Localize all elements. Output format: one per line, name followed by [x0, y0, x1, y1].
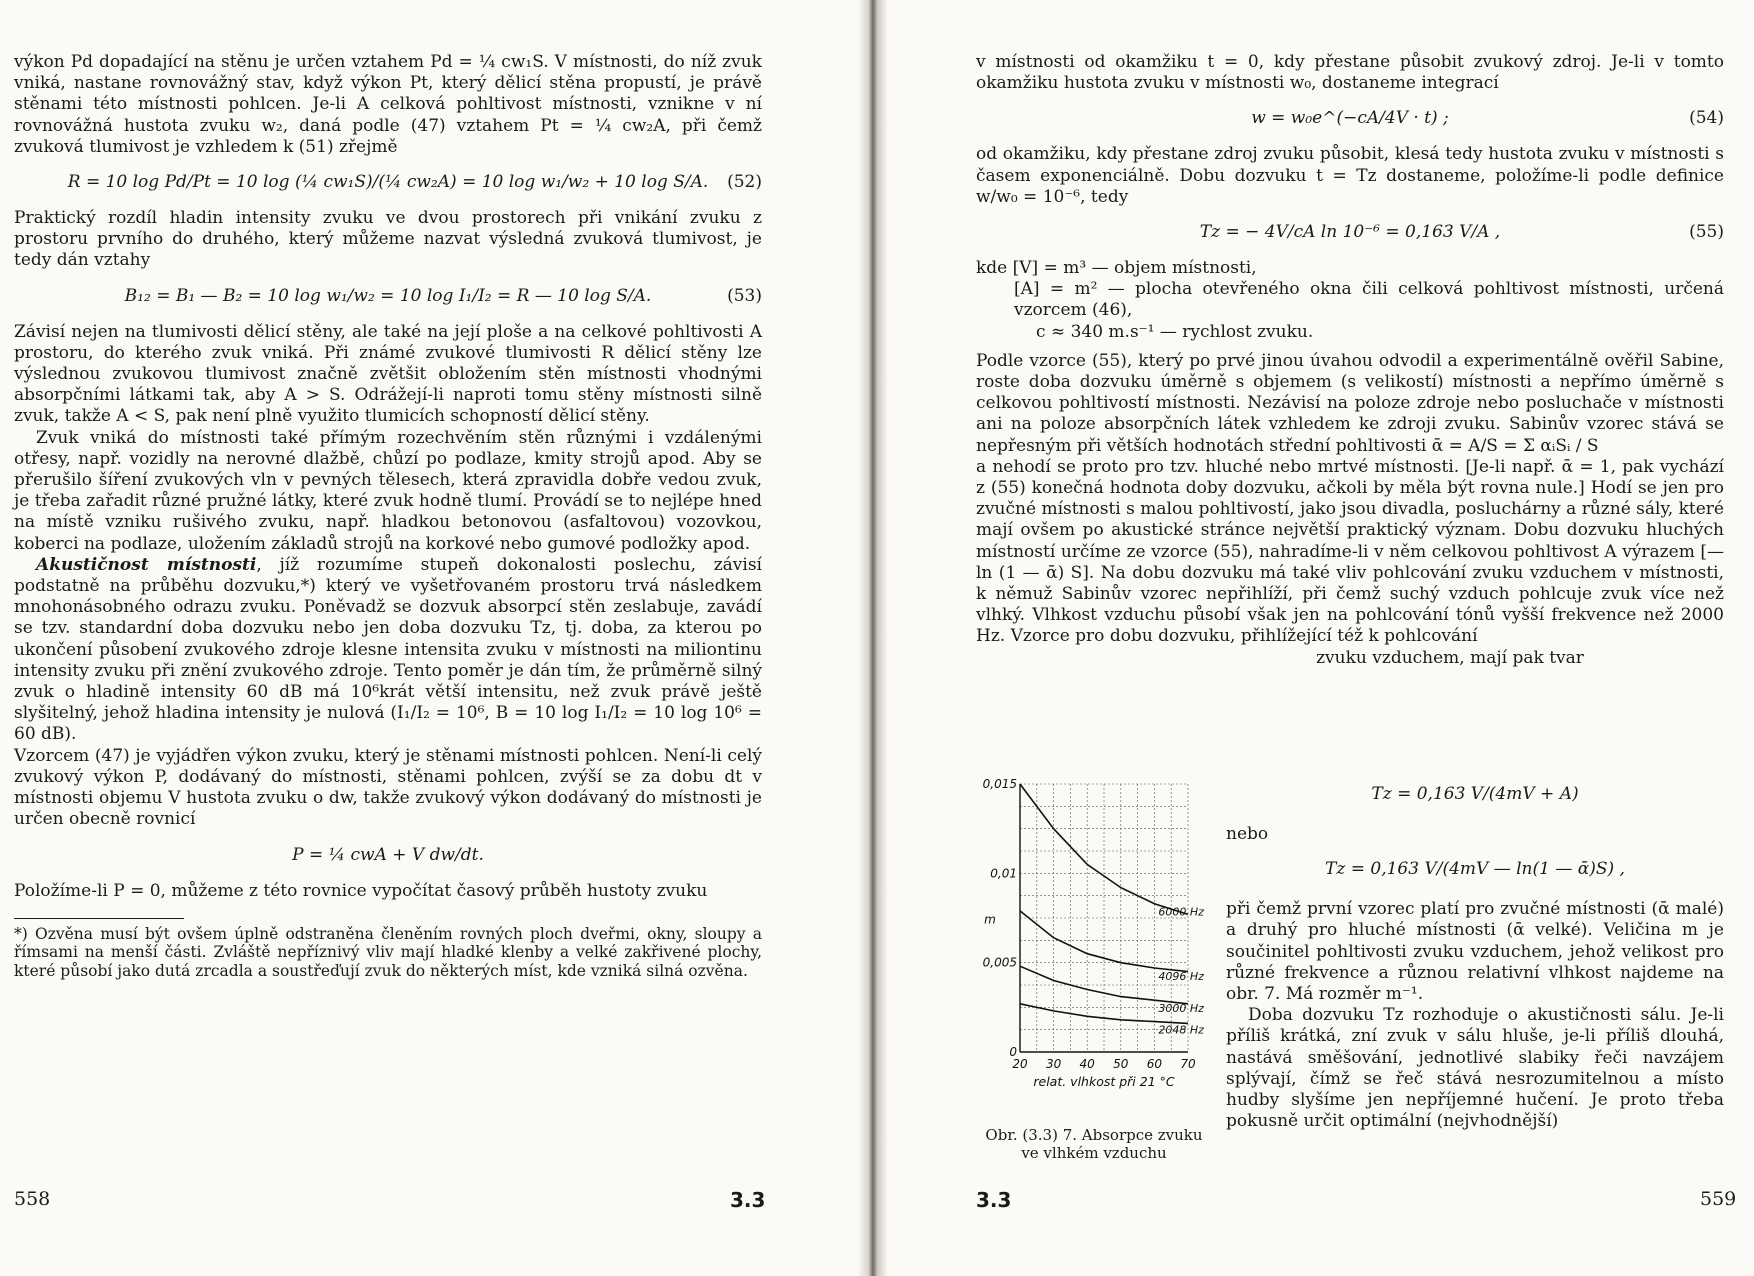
- y-tick-label: 0,015: [982, 777, 1017, 791]
- x-tick-label: 40: [1079, 1057, 1095, 1071]
- book-gutter: [858, 0, 888, 1276]
- where-speed: c ≈ 340 m.s⁻¹ — rychlost zvuku.: [1036, 321, 1314, 342]
- x-tick-label: 30: [1045, 1057, 1062, 1071]
- paragraph-decides: Doba dozvuku Tz rozhoduje o akustičnosti sálu. Je-li příliš krátká, zní zvuk v sálu hluše, je-li příliš dlouhá, nastává směšování, jednotlivé slabiky řeči navzájem splývají, čímž se řeč stává nesrozumitelnou a místo hudby slyšíme jen nepříjemné hučení. Je proto třeba pokusně určit optimální (nejvhodnější): [1226, 1005, 1724, 1132]
- paragraph-dead-rooms: a nehodí se proto pro tzv. hluché nebo mrtvé místnosti. [Je-li např. ᾱ = 1, pak vychází z (55) konečná hodnota doby dozvuku, ačkoli by měla být rovna nule.] Hodí se jen pro zvučné místnosti s malou pohltivostí, jako jsou divadla, posluchárny a různé sály, které mají ovšem po akustické stránce největší praktický význam. Dobu dozvuku hluchých místností určíme ze vzorce (55), nahradíme-li v něm celkovou pohltivost A výrazem [—ln (1 — ᾱ) S]. Na dobu dozvuku má také vliv pohlcování zvuku vzduchem v místnosti, k němuž Sabinův vzorec nepřihlíží, při čemž suchý vzduch pohlcuje zvuk více než vlhký. Vlhkost vzduchu působí však jen na pohlcování tónů vyšší frekvence než 2000 Hz. Vzorce pro dobu dozvuku, přihlížející též k pohlcování: [976, 456, 1724, 647]
- x-tick-label: 20: [1012, 1057, 1028, 1071]
- right-text-column: [976, 52, 1724, 669]
- word-nebo: nebo: [1226, 824, 1269, 844]
- equation-air-2-text: Tz = 0,163 V/(4mV — ln(1 — ᾱ)S) ,: [1325, 859, 1625, 880]
- where-area: [A] = m² — plocha otevřeného okna čili celková pohltivost místnosti, určená vzorcem (46),: [1014, 279, 1724, 321]
- right-text-beside-figure: [1226, 770, 1724, 1132]
- paragraph-zero: Položíme-li P = 0, můžeme z této rovnice vypočítat časový průběh hustoty zvuku: [14, 880, 708, 901]
- equation-53: [14, 272, 762, 322]
- figure-caption-line-1: Obr. (3.3) 7. Absorpce zvuku: [985, 1126, 1203, 1144]
- figure-caption: [976, 1126, 1212, 1162]
- equation-52-text: R = 10 log Pd/Pt = 10 log (¼ cw₁S)/(¼ cw₂A) = 10 log w₁/w₂ + 10 log S/A.: [67, 172, 709, 193]
- y-axis-label: m: [984, 912, 996, 927]
- absorption-chart: [976, 770, 1212, 1120]
- where-volume: kde [V] = m³ — objem místnosti,: [976, 258, 1257, 279]
- term-acoustics: Akustičnost místnosti: [36, 554, 257, 575]
- figure-absorption: [976, 770, 1212, 1170]
- equation-general: [14, 831, 762, 881]
- paragraph-moment: v místnosti od okamžiku t = 0, kdy přestane působit zvukový zdroj. Je-li v tomto okamžiku hustota zvuku v místnosti w₀, dostaneme integrací: [976, 52, 1724, 94]
- page-number-right: 559: [1700, 1188, 1737, 1210]
- series-label-3: 2048 Hz: [1158, 1023, 1204, 1037]
- equation-53-number: (53): [727, 285, 762, 306]
- equation-55: [976, 208, 1724, 258]
- paragraph-dead-rooms-end: zvuku vzduchem, mají pak tvar: [1316, 647, 1584, 668]
- series-label-2: 3000 Hz: [1158, 1002, 1204, 1016]
- series-label-0: 6000 Hz: [1158, 905, 1204, 919]
- x-tick-label: 60: [1146, 1057, 1163, 1071]
- paragraph-sabine: Podle vzorce (55), který po prvé jinou úvahou odvodil a experimentálně ověřil Sabine, roste doba dozvuku úměrně s objemem (s velikostí) místnosti a nepřímo úměrně s celkovou pohltivostí místnosti. Nezávisí na poloze zdroje nebo posluchače v místnosti ani na poloze absorpčních látek vzhledem ke zdroji zvuku. Sabinův vzorec stává se nepřesným při větších hodnotách střední pohltivosti ᾱ = A/S = Σ αᵢSᵢ / S: [976, 350, 1724, 456]
- paragraph-acoustics-body: , jíž rozumíme stupeň dokonalosti poslechu, závisí podstatně na průběhu dozvuku,*) který ve vyšetřovaném prostoru trvá následkem mnohonásobného odrazu zvuku. Poněvadž se dozvuk absorpcí stěn zeslabuje, zavádí se tzv. standardní doba dozvuku nebo jen doba dozvuku Tz, tj. doba, za kterou po ukončení působení zvukového zdroje klesne intensita zvuku v místnosti na miliontinu intensity zvuku při znění zvukového zdroje. Tento poměr je dán tím, že průměrně silný zvuk o hladině intensity 60 dB má 10⁶krát větší intensitu, než zvuk právě ještě slyšitelný, jehož hladina intensity je nulová (I₁/I₂ = 10⁶, B = 10 log I₁/I₂ = 10 log 10⁶ = 60 dB).: [14, 554, 762, 745]
- equation-52: [14, 158, 762, 208]
- paragraph-exponential: od okamžiku, kdy přestane zdroj zvuku působit, klesá tedy hustota zvuku v místnosti s časem exponenciálně. Dobu dozvuku t = Tz dostaneme, položíme-li podle definice w/w₀ = 10⁻⁶, tedy: [976, 144, 1724, 207]
- equation-52-number: (52): [727, 172, 762, 193]
- figure-caption-line-2: ve vlhkém vzduchu: [1021, 1144, 1167, 1162]
- section-number-left: 3.3: [730, 1188, 766, 1212]
- paragraph-practical: Praktický rozdíl hladin intensity zvuku ve dvou prostorech při vnikání zvuku z prostoru prvního do druhého, který můžeme nazvat výsledná zvuková tlumivost, je tedy dán vztahy: [14, 208, 762, 271]
- equation-air-1: [1226, 770, 1724, 824]
- paragraph-vibration: Zvuk vniká do místnosti také přímým rozechvěním stěn různými i vzdálenými otřesy, např. vozidly na nerovné dlažbě, chůzí po podlaze, kmity strojů apod. Aby se přerušilo šíření zvukových vln v pevných tělesech, která zpravidla dobře vedou zvuk, je třeba zařadit různé pružné látky, které zvuk hodně tlumí. Provádí se to nejlépe hned na místě vzniku rušivého zvuku, např. hladkou betonovou (asfaltovou) vozovkou, koberci na podlaze, uložením základů strojů na korkové nebo gumové podložky apod.: [14, 427, 762, 554]
- y-tick-label: 0,01: [990, 866, 1017, 881]
- x-tick-label: 50: [1113, 1057, 1129, 1071]
- equation-55-number: (55): [1689, 222, 1724, 243]
- paragraph-acoustics: [14, 555, 762, 746]
- y-tick-label: 0: [1009, 1045, 1017, 1059]
- footnote: *) Ozvěna musí být ovšem úplně odstraněna členěním rovných ploch dveřmi, okny, sloupy a římsami na menší části. Zvláště nepříznivý vliv mají hladké klenby a velké zakřivené plochy, které působí jako dutá zrcadla a soustřeďují zvuk do některých míst, kde vzniká silná ozvěna.: [14, 924, 762, 980]
- left-text-column: [14, 52, 762, 980]
- paragraph-intro: výkon Pd dopadající na stěnu je určen vztahem Pd = ¼ cw₁S. V místnosti, do níž zvuk vniká, nastane rovnovážný stav, když výkon Pt, který dělicí stěna propustí, je právě stěnami této místnosti pohlcen. Je-li A celková pohltivost místnosti, vznikne v ní rovnovážná hustota zvuku w₂, daná podle (47) vztahem Pt = ¼ cw₂A, při čemž zvuková tlumivost je vzhledem k (51) zřejmě: [14, 52, 762, 157]
- page-number-left: 558: [14, 1188, 51, 1210]
- equation-53-text: B₁₂ = B₁ — B₂ = 10 log w₁/w₂ = 10 log I₁/I₂ = R — 10 log S/A.: [124, 285, 652, 306]
- equation-54: [976, 94, 1724, 144]
- paragraph-power: Vzorcem (47) je vyjádřen výkon zvuku, který je stěnami místnosti pohlcen. Není-li celý zvukový výkon P, dodávaný do místnosti, stěnami pohlcen, zvýší se za dobu dt v místnosti objemu V hustota zvuku o dw, takže zvukový výkon dodávaný do místnosti je určen obecně rovnicí: [14, 745, 762, 830]
- x-tick-label: 70: [1180, 1057, 1196, 1071]
- equation-air-2: [1226, 845, 1724, 899]
- equation-55-text: Tz = − 4V/cA ln 10⁻⁶ = 0,163 V/A ,: [1199, 222, 1501, 243]
- series-label-1: 4096 Hz: [1158, 970, 1204, 984]
- x-axis-label: relat. vlhkost při 21 °C: [1033, 1074, 1175, 1089]
- equation-air-1-text: Tz = 0,163 V/(4mV + A): [1371, 784, 1579, 804]
- paragraph-first-formula: při čemž první vzorec platí pro zvučné místnosti (ᾱ malé) a druhý pro hluché místnosti (ᾱ velké). Veličina m je součinitel pohltivosti zvuku vzduchem, jehož velikost pro různé frekvence a různou relativní vlhkost najdeme na obr. 7. Má rozměr m⁻¹.: [1226, 899, 1724, 1005]
- paragraph-depends: Závisí nejen na tlumivosti dělicí stěny, ale také na její ploše a na celkové pohltivosti A prostoru, do kterého zvuk vniká. Při známé zvukové tlumivosti R dělicí stěny lze výslednou zvukovou tlumivost značně zvětšit obložením stěn místnosti vhodnými absorpčními látkami tak, aby A > S. Odrážejí-li naproti tomu stěny místnosti silně zvuk, takže A < S, pak není plně využito tlumicích schopností dělicí stěny.: [14, 321, 762, 427]
- y-tick-label: 0,005: [982, 955, 1017, 970]
- equation-general-text: P = ¼ cwA + V dw/dt.: [292, 844, 484, 865]
- section-number-right: 3.3: [976, 1188, 1012, 1212]
- footnote-rule: [14, 918, 184, 919]
- equation-54-number: (54): [1689, 108, 1724, 129]
- equation-54-text: w = w₀e^(−cA/4V · t) ;: [1251, 108, 1449, 129]
